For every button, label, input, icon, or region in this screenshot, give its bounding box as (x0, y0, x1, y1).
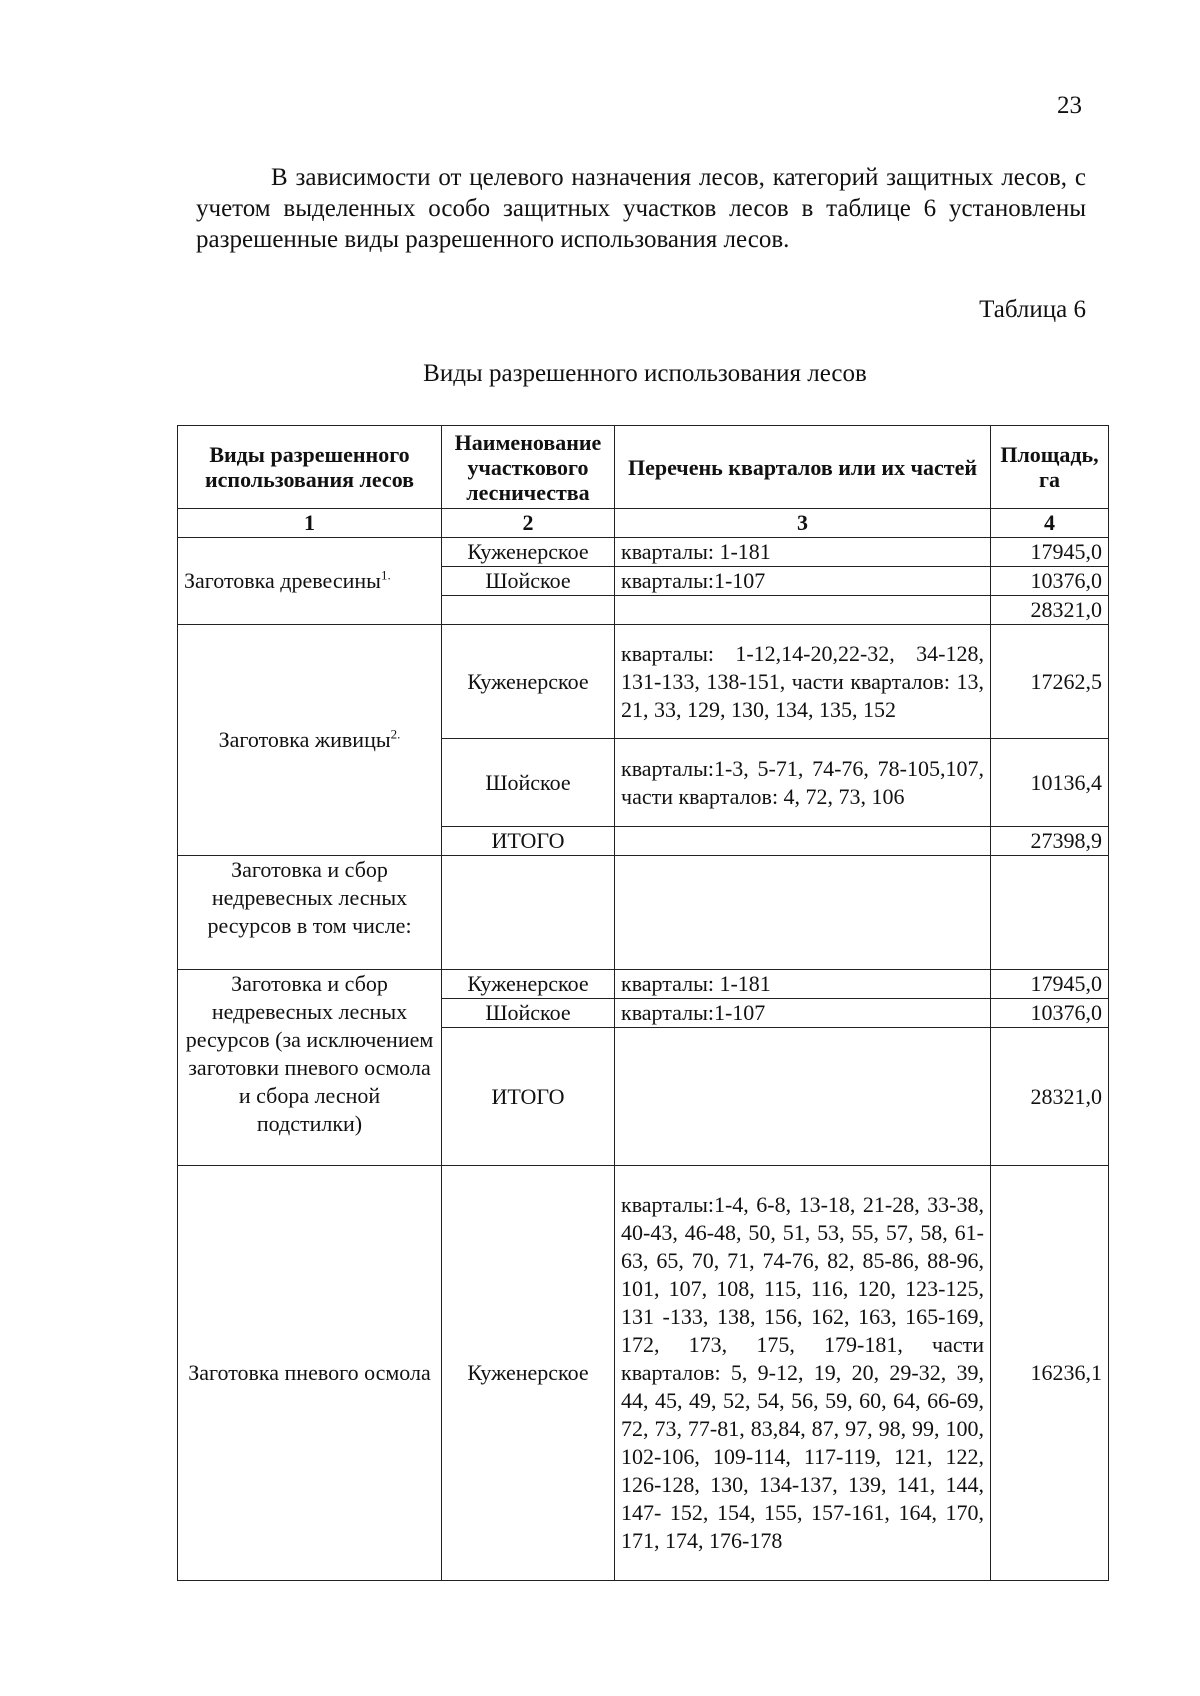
empty-cell (442, 596, 615, 625)
forestry-name: Шойское (442, 999, 615, 1028)
column-number: 3 (615, 509, 991, 538)
header-quarters: Перечень кварталов или их частей (615, 426, 991, 509)
column-number: 4 (991, 509, 1109, 538)
forestry-name: Куженерское (442, 1166, 615, 1581)
area-value: 16236,1 (991, 1166, 1109, 1581)
use-type-non-timber: Заготовка и сбор недревесных лесных ресурсов (за исключением заготовки пневого осмола и сбора лесной подстилки) (178, 970, 442, 1166)
empty-cell (615, 596, 991, 625)
empty-cell (615, 1028, 991, 1166)
quarters-list: кварталы: 1-12,14-20,22-32, 34-128, 131-133, 138-151, части кварталов: 13, 21, 33, 129, 130, 134, 135, 152 (615, 625, 991, 739)
header-use-type: Виды разрешенного использования лесов (178, 426, 442, 509)
quarters-list: кварталы:1-4, 6-8, 13-18, 21-28, 33-38, 40-43, 46-48, 50, 51, 53, 55, 57, 58, 61-63, 65, 70, 71, 74-76, 82, 85-86, 88-96, 101, 107, 108, 115, 116, 120, 123-125, 131 -133, 138, 156, 162, 163, 165-169, 172, 173, 175, 179-181, части кварталов: 5, 9-12, 19, 20, 29-32, 39, 44, 45, 49, 52, 54, 56, 59, 60, 64, 66-69, 72, 73, 77-81, 83,84, 87, 97, 98, 99, 100, 102-106, 109-114, 117-119, 121, 122, 126-128, 130, 134-137, 139, 141, 144, 147- 152, 154, 155, 157-161, 164, 170, 171, 174, 176-178 (615, 1166, 991, 1581)
area-total: 28321,0 (991, 596, 1109, 625)
page-number: 23 (1057, 92, 1082, 119)
area-value: 17945,0 (991, 538, 1109, 567)
table-row (178, 625, 1109, 739)
column-number: 2 (442, 509, 615, 538)
table-row (178, 856, 1109, 970)
use-type-cell (178, 538, 442, 625)
header-forestry: Наименование участкового лесничества (442, 426, 615, 509)
forestry-name: Шойское (442, 739, 615, 827)
quarters-list: кварталы:1-107 (615, 567, 991, 596)
table-row (178, 970, 1109, 999)
table-title: Виды разрешенного использования лесов (423, 360, 867, 387)
footnote-mark: 2. (390, 726, 401, 742)
allowed-uses-table (177, 425, 1109, 1581)
empty-cell (991, 856, 1109, 970)
column-number-row (178, 509, 1109, 538)
total-label: ИТОГО (442, 827, 615, 856)
total-label: ИТОГО (442, 1028, 615, 1166)
area-total: 28321,0 (991, 1028, 1109, 1166)
forestry-name: Куженерское (442, 625, 615, 739)
table-row (178, 1166, 1109, 1581)
header-area: Площадь, га (991, 426, 1109, 509)
quarters-list: кварталы:1-3, 5-71, 74-76, 78-105,107, части кварталов: 4, 72, 73, 106 (615, 739, 991, 827)
empty-cell (442, 856, 615, 970)
area-value: 10136,4 (991, 739, 1109, 827)
column-number: 1 (178, 509, 442, 538)
use-type-cell (178, 625, 442, 856)
header-row (178, 426, 1109, 509)
quarters-list: кварталы: 1-181 (615, 970, 991, 999)
table-label: Таблица 6 (979, 296, 1086, 323)
forestry-name: Шойское (442, 567, 615, 596)
intro-paragraph: В зависимости от целевого назначения лесов, категорий защитных лесов, с учетом выделенных особо защитных участков лесов в таблице 6 установлены разрешенные виды разрешенного использования лесов. (196, 164, 1086, 253)
table-row (178, 538, 1109, 567)
forestry-name: Куженерское (442, 970, 615, 999)
area-value: 17945,0 (991, 970, 1109, 999)
empty-cell (615, 856, 991, 970)
empty-cell (615, 827, 991, 856)
area-value: 10376,0 (991, 567, 1109, 596)
area-total: 27398,9 (991, 827, 1109, 856)
use-type-resin: Заготовка живицы (218, 727, 391, 752)
quarters-list: кварталы:1-107 (615, 999, 991, 1028)
use-type-non-timber-header: Заготовка и сбор недревесных лесных ресурсов в том числе: (178, 856, 442, 970)
use-type-timber: Заготовка древесины (184, 568, 381, 593)
quarters-list: кварталы: 1-181 (615, 538, 991, 567)
area-value: 17262,5 (991, 625, 1109, 739)
area-value: 10376,0 (991, 999, 1109, 1028)
use-type-stump-resin: Заготовка пневого осмола (178, 1166, 442, 1581)
footnote-mark: 1. (380, 567, 391, 583)
forestry-name: Куженерское (442, 538, 615, 567)
